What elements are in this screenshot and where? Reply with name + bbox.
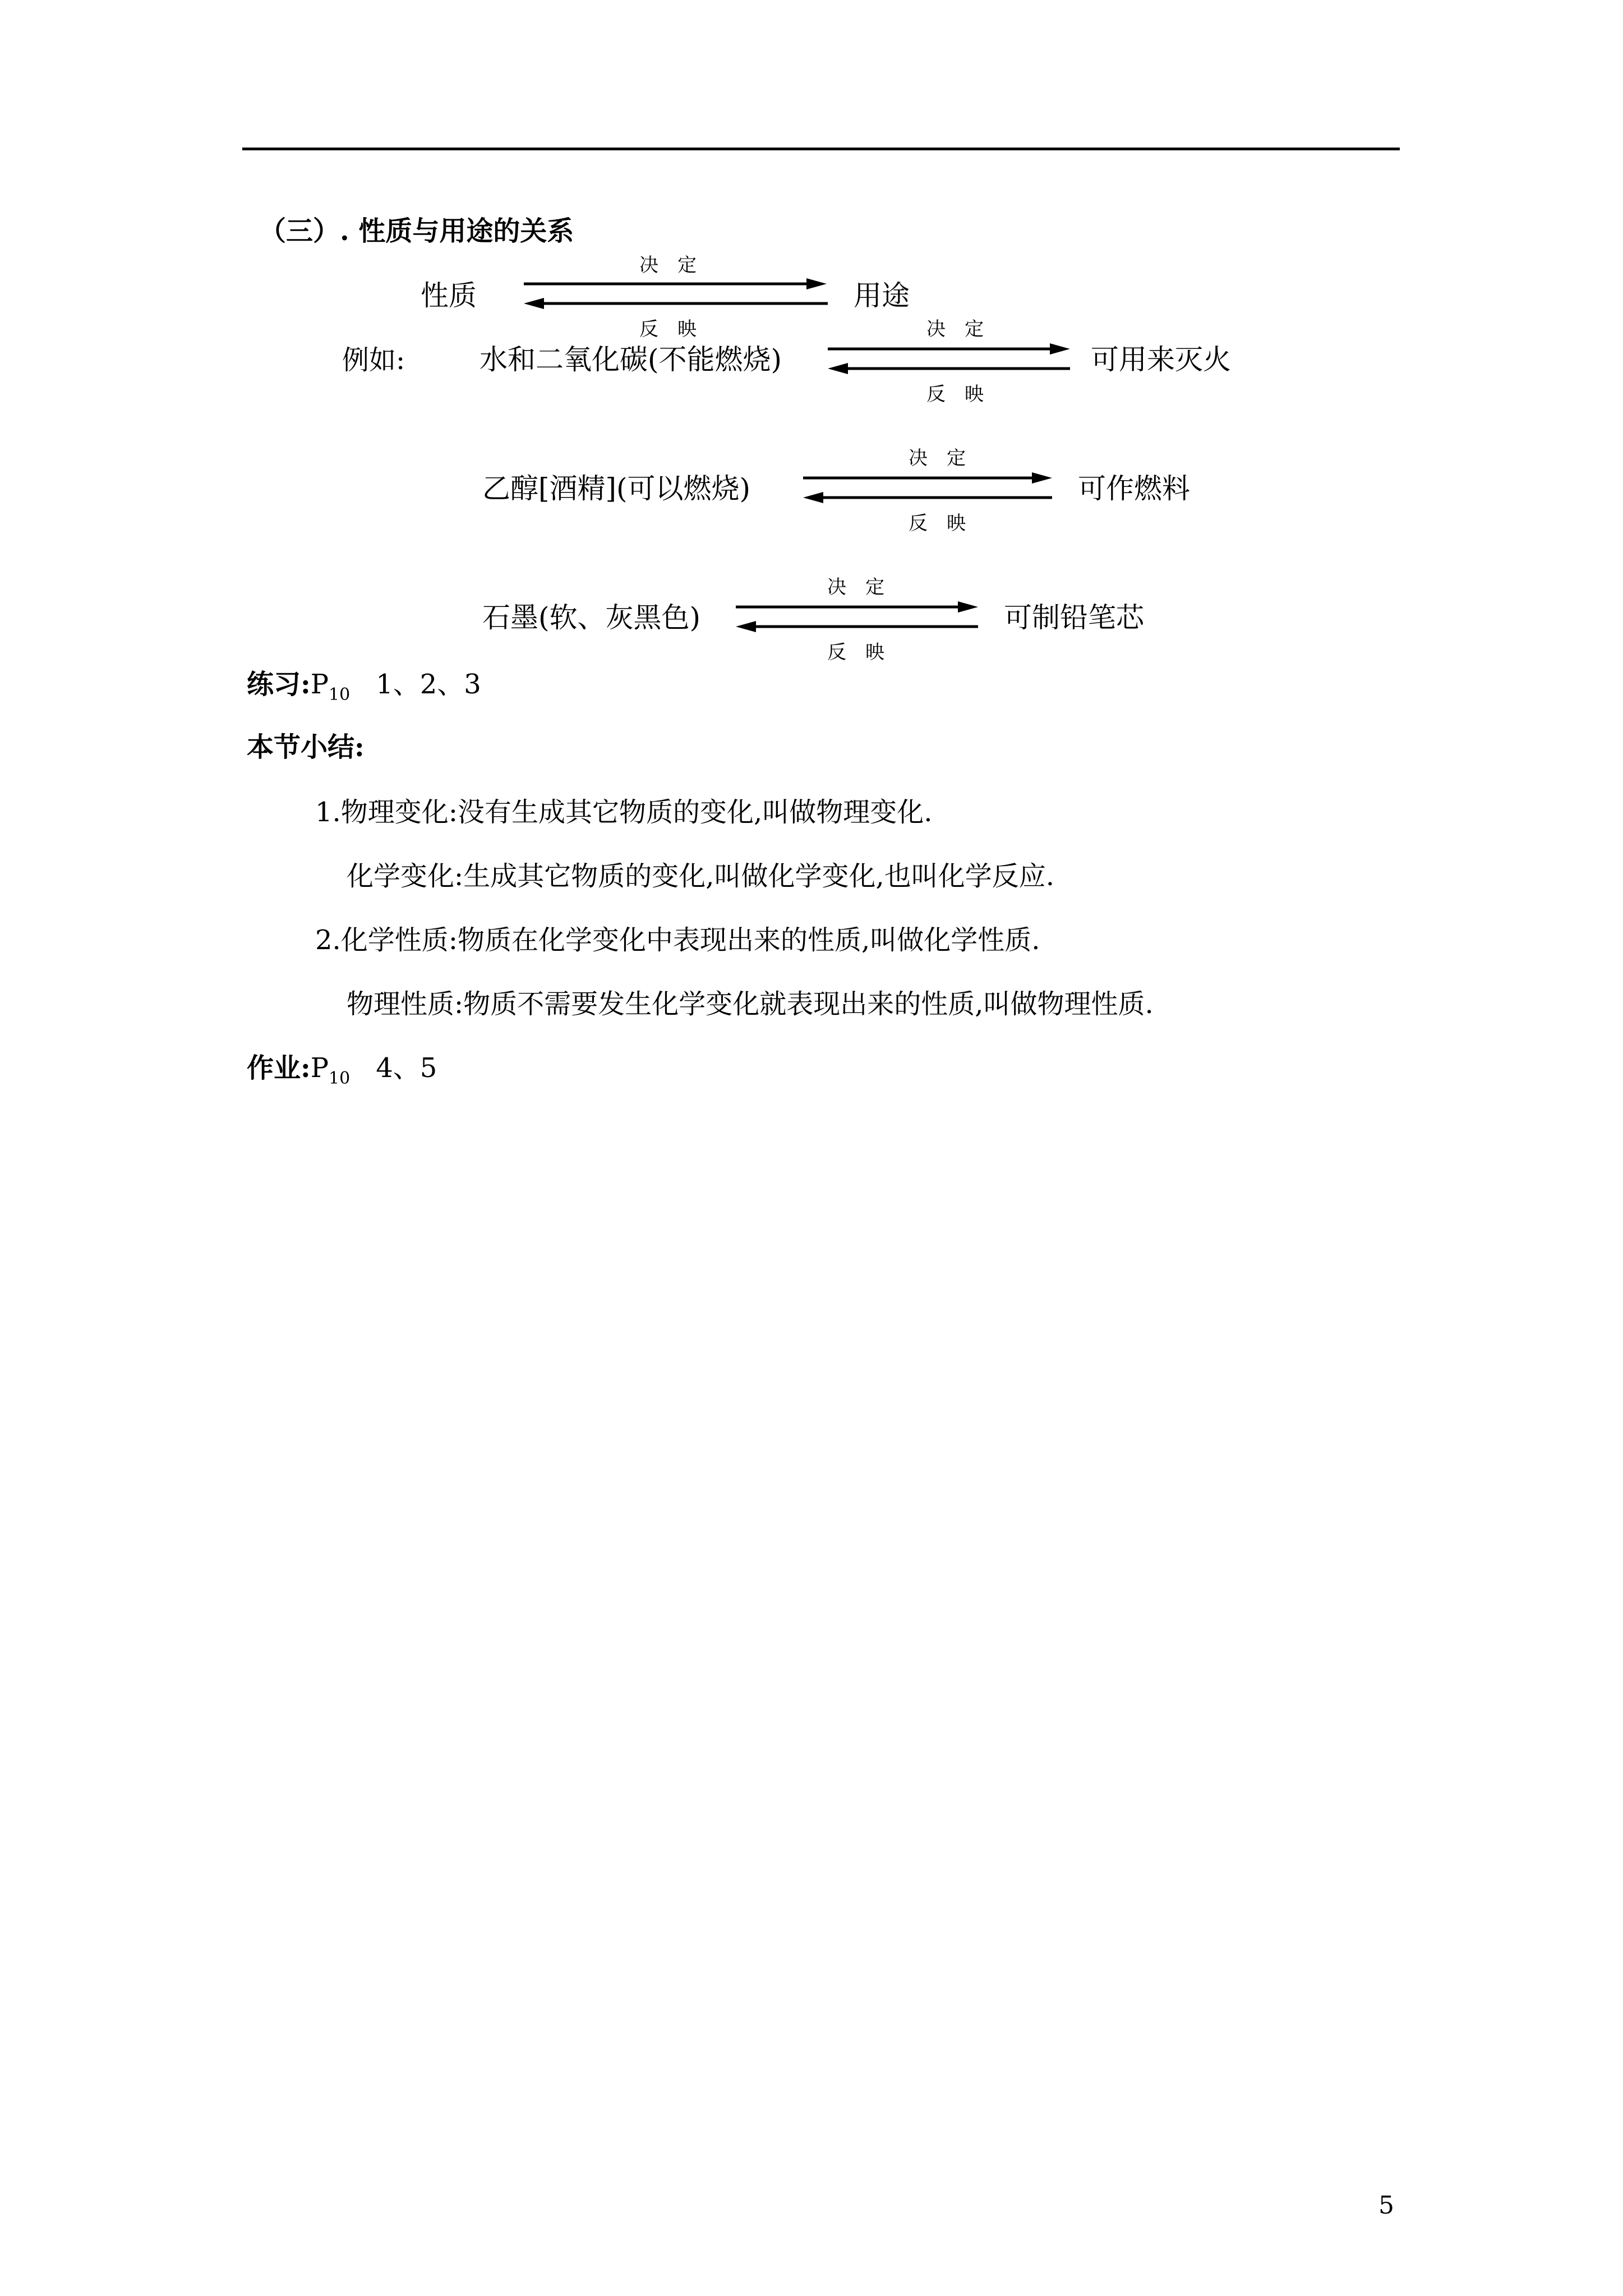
homework-line	[247, 1052, 437, 1088]
exercise-page-prefix: P	[310, 669, 329, 700]
example-2-backward-label: 反 映	[909, 512, 966, 535]
summary-item-term: 化学变化	[347, 861, 455, 892]
example-2-double-arrow	[801, 472, 1064, 504]
example-1-right: 可用来灭火	[1091, 343, 1231, 376]
summary-item-2	[347, 863, 1054, 890]
homework-page-prefix: P	[310, 1052, 329, 1084]
summary-title: 本节小结:	[247, 731, 365, 763]
homework-label: 作业:	[247, 1052, 311, 1084]
example-2-right: 可作燃料	[1078, 472, 1190, 505]
example-1-forward-label: 决 定	[926, 318, 984, 341]
page-number: 5	[1378, 2191, 1394, 2220]
summary-item-number: 2.	[315, 924, 341, 956]
homework-page-sub: 10	[329, 1069, 351, 1088]
summary-item-4	[347, 988, 1154, 1020]
example-2-forward-label: 决 定	[909, 447, 966, 470]
summary-item-definition: :物质不需要发生化学变化就表现出来的性质,叫做物理性质.	[454, 988, 1154, 1020]
example-3-left: 石墨(软、灰黑色)	[482, 601, 701, 634]
summary-item-3	[315, 924, 1040, 956]
summary-item-1	[315, 799, 933, 826]
example-3-right: 可制铅笔芯	[1004, 601, 1144, 634]
example-1-backward-label: 反 映	[926, 383, 984, 406]
homework-items: 4、5	[376, 1052, 437, 1084]
summary-item-definition: :没有生成其它物质的变化,叫做物理变化.	[448, 797, 933, 828]
exercise-items: 1、2、3	[376, 669, 481, 700]
relation-right: 用途	[854, 279, 910, 312]
section-title: （三）. 性质与用途的关系	[259, 215, 574, 247]
exercise-page-sub: 10	[329, 685, 351, 705]
example-2-left: 乙醇[酒精](可以燃烧)	[482, 472, 751, 505]
relation-forward-label: 决 定	[639, 254, 697, 277]
example-3-backward-label: 反 映	[827, 641, 884, 664]
example-3-forward-label: 决 定	[827, 576, 884, 599]
summary-item-number: 1.	[315, 797, 341, 828]
summary-item-term: 物理性质	[347, 988, 455, 1020]
header-rule	[242, 148, 1400, 150]
summary-item-definition: :生成其它物质的变化,叫做化学变化,也叫化学反应.	[454, 861, 1054, 892]
example-3-double-arrow	[734, 601, 986, 633]
relation-backward-label: 反 映	[639, 318, 697, 341]
example-1-double-arrow	[826, 343, 1078, 375]
exercise-label: 练习:	[247, 669, 311, 700]
summary-item-term: 物理变化	[340, 797, 449, 828]
exercise-line	[247, 669, 481, 705]
summary-item-term: 化学性质	[340, 924, 449, 956]
summary-item-definition: :物质在化学变化中表现出来的性质,叫做化学性质.	[448, 924, 1040, 956]
relation-double-arrow	[522, 278, 830, 310]
example-1-left: 水和二氧化碳(不能燃烧)	[479, 343, 782, 376]
example-prefix: 例如:	[342, 344, 405, 376]
relation-left: 性质	[421, 279, 477, 312]
